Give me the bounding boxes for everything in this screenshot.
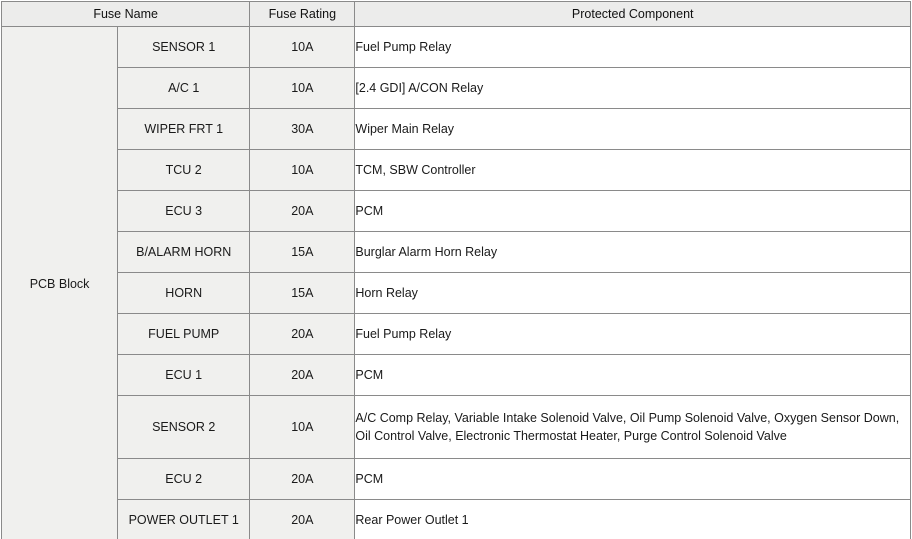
protected-component-cell: TCM, SBW Controller bbox=[355, 150, 911, 191]
protected-component-cell: PCM bbox=[355, 355, 911, 396]
fuse-rating-cell: 20A bbox=[250, 355, 355, 396]
fuse-table bbox=[1, 1, 911, 539]
protected-component-cell: Horn Relay bbox=[355, 273, 911, 314]
fuse-name-cell: TCU 2 bbox=[118, 150, 250, 191]
fuse-rating-cell: 20A bbox=[250, 191, 355, 232]
fuse-name-cell: HORN bbox=[118, 273, 250, 314]
table-header bbox=[2, 2, 911, 27]
protected-component-cell: [2.4 GDI] A/CON Relay bbox=[355, 68, 911, 109]
protected-component-cell: Wiper Main Relay bbox=[355, 109, 911, 150]
table-row bbox=[2, 459, 911, 500]
fuse-name-cell: FUEL PUMP bbox=[118, 314, 250, 355]
fuse-name-cell: A/C 1 bbox=[118, 68, 250, 109]
fuse-name-cell: SENSOR 2 bbox=[118, 396, 250, 459]
fuse-rating-cell: 10A bbox=[250, 396, 355, 459]
fuse-rating-cell: 20A bbox=[250, 314, 355, 355]
table-row bbox=[2, 396, 911, 459]
table-row bbox=[2, 191, 911, 232]
table-body bbox=[2, 27, 911, 539]
fuse-rating-cell: 10A bbox=[250, 27, 355, 68]
fuse-rating-cell: 10A bbox=[250, 68, 355, 109]
fuse-name-cell: ECU 1 bbox=[118, 355, 250, 396]
fuse-rating-cell: 30A bbox=[250, 109, 355, 150]
header-protected-component: Protected Component bbox=[355, 2, 911, 27]
table-row bbox=[2, 355, 911, 396]
protected-component-cell: Fuel Pump Relay bbox=[355, 314, 911, 355]
fuse-rating-cell: 20A bbox=[250, 459, 355, 500]
table-row bbox=[2, 27, 911, 68]
protected-component-cell: Burglar Alarm Horn Relay bbox=[355, 232, 911, 273]
protected-component-cell: PCM bbox=[355, 191, 911, 232]
fuse-rating-cell: 20A bbox=[250, 500, 355, 539]
fuse-name-cell: ECU 3 bbox=[118, 191, 250, 232]
fuse-rating-cell: 15A bbox=[250, 232, 355, 273]
fuse-name-cell: B/ALARM HORN bbox=[118, 232, 250, 273]
table-row bbox=[2, 109, 911, 150]
protected-component-cell: A/C Comp Relay, Variable Intake Solenoid Valve, Oil Pump Solenoid Valve, Oxygen Sensor Down, Oil Control Valve, Electronic Thermostat Heater, Purge Control Solenoid Valve bbox=[355, 396, 911, 459]
table-row bbox=[2, 150, 911, 191]
fuse-rating-cell: 15A bbox=[250, 273, 355, 314]
header-fuse-rating: Fuse Rating bbox=[250, 2, 355, 27]
table-row bbox=[2, 68, 911, 109]
fuse-name-cell: WIPER FRT 1 bbox=[118, 109, 250, 150]
fuse-name-cell: POWER OUTLET 1 bbox=[118, 500, 250, 539]
protected-component-cell: Rear Power Outlet 1 bbox=[355, 500, 911, 539]
protected-component-cell: Fuel Pump Relay bbox=[355, 27, 911, 68]
table-row bbox=[2, 273, 911, 314]
fuse-name-cell: SENSOR 1 bbox=[118, 27, 250, 68]
protected-component-cell: PCM bbox=[355, 459, 911, 500]
table-row bbox=[2, 232, 911, 273]
fuse-name-cell: ECU 2 bbox=[118, 459, 250, 500]
fuse-rating-cell: 10A bbox=[250, 150, 355, 191]
header-fuse-name: Fuse Name bbox=[2, 2, 250, 27]
block-label-cell: PCB Block bbox=[2, 27, 118, 539]
header-row bbox=[2, 2, 911, 27]
table-row bbox=[2, 500, 911, 539]
table-row bbox=[2, 314, 911, 355]
